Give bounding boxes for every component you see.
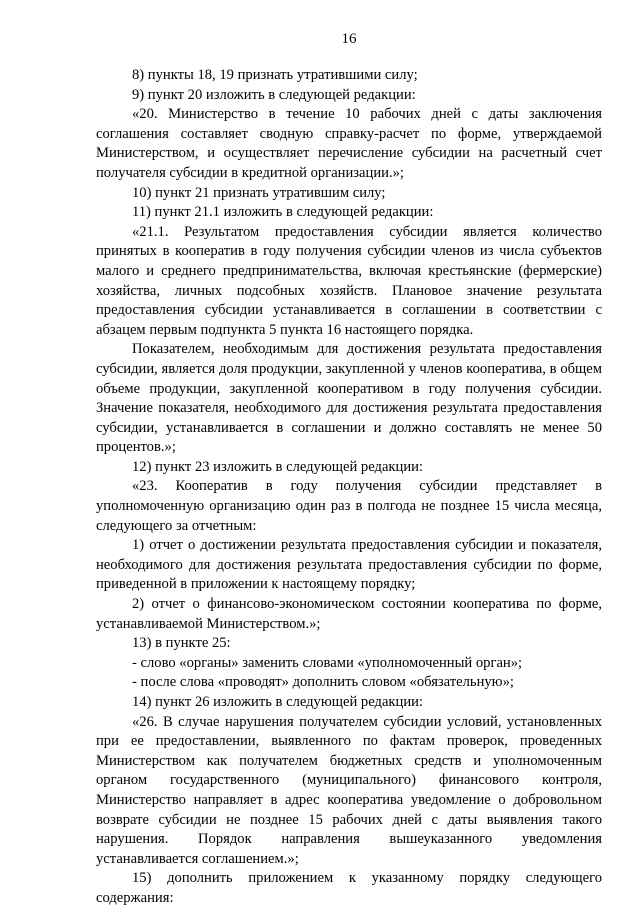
paragraph-report-2: 2) отчет о финансово-экономическом состоянии кооператива по форме, устанавливаемой Министерством.»; — [96, 596, 602, 632]
page-number: 16 — [341, 31, 357, 47]
paragraph-item-13: 13) в пункте 25: — [132, 635, 231, 652]
paragraph-point-20: «20. Министерство в течение 10 рабочих дней с даты заключения соглашения составляет сводную справку-расчет по форме, утверждаемой Министерством, и осуществляет перечисление субсидии на расчетный счет получателя субсидии в кредитной организации.»; — [96, 106, 602, 181]
paragraph-item-12: 12) пункт 23 изложить в следующей редакции: — [132, 458, 423, 475]
paragraph-dash-2: - после слова «проводят» дополнить словом «обязательную»; — [132, 674, 514, 691]
paragraph-point-21-1: «21.1. Результатом предоставления субсидии является количество принятых в кооператив в году получения субсидии членов из числа субъектов малого и среднего предпринимательства, включая крестьянские (фермерские) хозяйства, личных подсобных хозяйств. Плановое значение результата предоставления субсидии устанавливается в соглашении в соответствии с абзацем первым подпункта 5 пункта 16 настоящего порядка. — [96, 223, 602, 338]
paragraph-item-14: 14) пункт 26 изложить в следующей редакции: — [132, 694, 423, 710]
paragraph-item-15: 15) дополнить приложением к указанному порядку следующего содержания: — [96, 870, 602, 906]
paragraph-item-9: 9) пункт 20 изложить в следующей редакции: — [132, 86, 416, 103]
paragraph-dash-1: - слово «органы» заменить словами «уполномоченный орган»; — [132, 654, 523, 671]
paragraph-report-1: 1) отчет о достижении результата предоставления субсидии и показателя, необходимого для достижения результата предоставления субсидии по форме, приведенной в приложении к настоящему порядку; — [96, 537, 602, 593]
paragraph-point-23: «23. Кооператив в году получения субсидии представляет в уполномоченную организацию один раз в полгода не позднее 15 числа месяца, следующего за отчетным: — [96, 478, 602, 534]
paragraph-item-11: 11) пункт 21.1 изложить в следующей редакции: — [132, 204, 434, 221]
paragraph-point-26: «26. В случае нарушения получателем субсидии условий, установленных при ее предоставлении, выявленного по фактам проверок, проведенных Министерством как получателем бюджетных средств и уполномоченным органом государственного (муниципального) финансового контроля, Министерство направляет в адрес кооператива уведомление о добровольном возврате субсидии не позднее 15 рабочих дней с даты выявления такого нарушения. Порядок направления вышеуказанного уведомления устанавливается соглашением.»; — [96, 713, 602, 867]
paragraph-item-10: 10) пункт 21 признать утратившим силу; — [132, 184, 386, 201]
paragraph-indicator: Показателем, необходимым для достижения результата предоставления субсидии, является доля продукции, закупленной у членов кооператива, в общем объеме продукции, закупленной кооперативом в году получения субсидии. Значение показателя, необходимого для достижения результата предоставления субсидии, устанавливается в соглашении и должно составлять не менее 50 процентов.»; — [96, 341, 602, 456]
paragraph-item-8: 8) пункты 18, 19 признать утратившими силу; — [132, 67, 418, 83]
